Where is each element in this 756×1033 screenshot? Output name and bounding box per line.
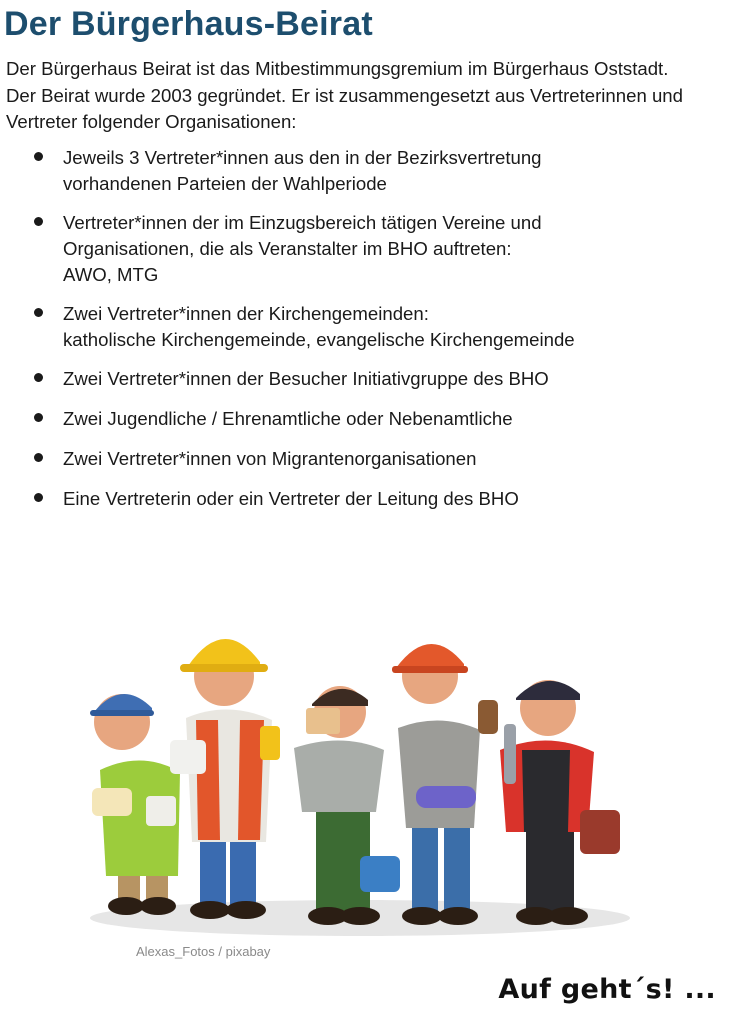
bullet-icon: [34, 308, 43, 317]
bullet-icon: [34, 413, 43, 422]
list-item: [0, 406, 740, 432]
list-item-line: AWO, MTG: [63, 264, 159, 285]
list-item-line: Jeweils 3 Vertreter*innen aus den in der Bezirksvertretung: [63, 147, 542, 168]
list-item-line: Zwei Vertreter*innen von Migrantenorganisationen: [63, 448, 477, 469]
list-item-line: Zwei Vertreter*innen der Kirchengemeinden:: [63, 303, 429, 324]
list-item-line: Eine Vertreterin oder ein Vertreter der Leitung des BHO: [63, 488, 519, 509]
list-item-line: Vertreter*innen der im Einzugsbereich tätigen Vereine und: [63, 212, 542, 233]
craftsmen-figurines-icon: [60, 600, 660, 945]
craftsmen-figurines-image: [60, 600, 660, 945]
bullet-icon: [34, 453, 43, 462]
list-item-line: Organisationen, die als Veranstalter im BHO auftreten:: [63, 238, 512, 259]
bullet-icon: [34, 373, 43, 382]
list-item-line: Zwei Vertreter*innen der Besucher Initiativgruppe des BHO: [63, 368, 549, 389]
intro-line: Der Bürgerhaus Beirat ist das Mitbestimmungsgremium im Bürgerhaus Oststadt.: [6, 58, 669, 79]
page-title: Der Bürgerhaus-Beirat: [4, 5, 373, 43]
bullet-icon: [34, 217, 43, 226]
image-credit: Alexas_Fotos / pixabay: [136, 944, 271, 959]
list-item-line: katholische Kirchengemeinde, evangelische Kirchengemeinde: [63, 329, 575, 350]
intro-line: Der Beirat wurde 2003 gegründet. Er ist zusammengesetzt aus Vertreterinnen und: [6, 84, 683, 106]
bullet-icon: [34, 152, 43, 161]
intro-paragraph: [6, 56, 746, 136]
slogan: Auf geht´s! ...: [498, 974, 716, 1005]
list-item-line: vorhandenen Parteien der Wahlperiode: [63, 173, 387, 194]
list-item: [0, 366, 740, 392]
list-item: [0, 446, 740, 472]
organisation-list: [0, 145, 740, 512]
list-item-line: Zwei Jugendliche / Ehrenamtliche oder Nebenamtliche: [63, 408, 513, 429]
intro-line: Vertreter folgender Organisationen:: [6, 111, 297, 132]
bullet-icon: [34, 493, 43, 502]
list-item: [0, 301, 740, 353]
list-item: [0, 486, 740, 512]
list-item: [0, 210, 740, 288]
list-item: [0, 145, 740, 197]
